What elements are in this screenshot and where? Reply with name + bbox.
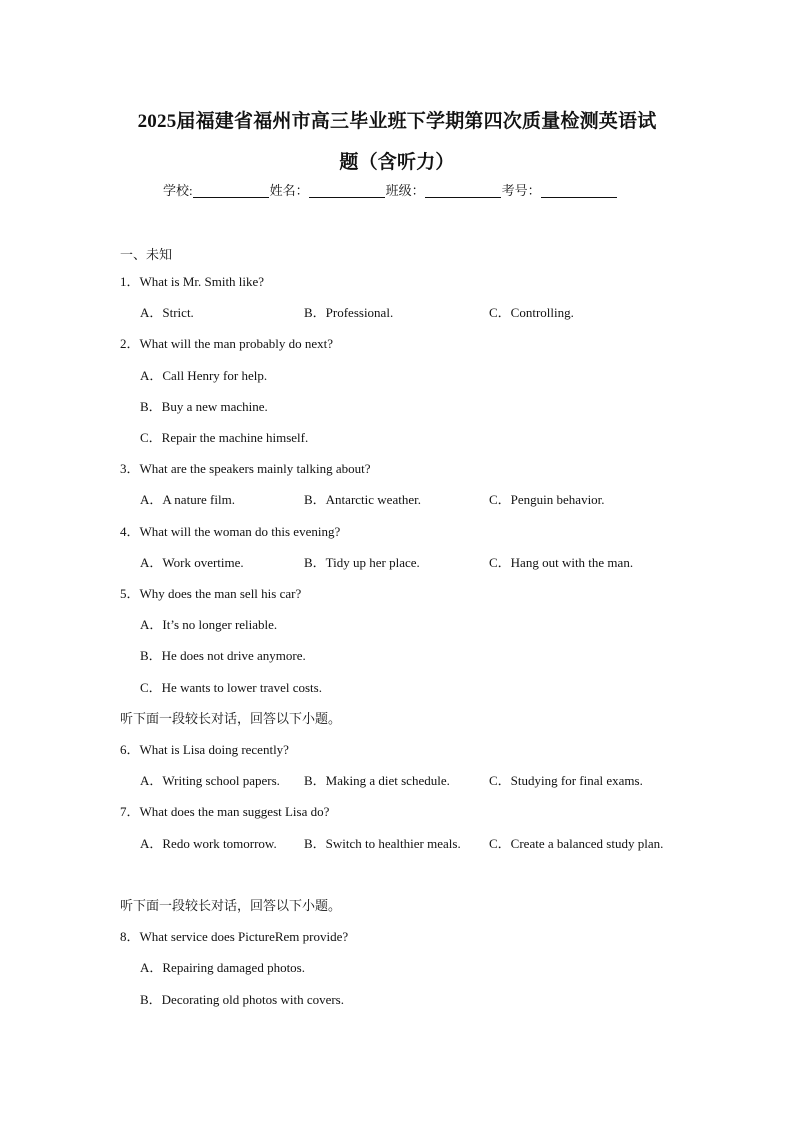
option-a[interactable]: A．A nature film.: [140, 492, 235, 507]
option-c[interactable]: C．Penguin behavior.: [489, 492, 605, 507]
option-c[interactable]: C．Studying for final exams.: [489, 773, 643, 788]
option-b[interactable]: B．Antarctic weather.: [304, 492, 421, 507]
option-b[interactable]: B．Switch to healthier meals.: [304, 836, 461, 851]
question-stem: 3．What are the speakers mainly talking about?: [120, 461, 371, 476]
name-label: 姓名：: [269, 183, 309, 198]
student-info-line: [163, 180, 618, 199]
class-blank[interactable]: [425, 183, 501, 198]
document-title-line2: 题（含听力）: [339, 152, 455, 173]
option-a[interactable]: A．Call Henry for help.: [140, 368, 268, 383]
option-a[interactable]: A．It’s no longer reliable.: [140, 617, 278, 632]
question-stem: 5．Why does the man sell his car?: [120, 586, 302, 601]
question-stem: 6．What is Lisa doing recently?: [120, 742, 289, 757]
option-a[interactable]: A．Strict.: [140, 305, 194, 320]
number-blank[interactable]: [541, 183, 617, 198]
question-stem: 1．What is Mr. Smith like?: [120, 274, 265, 289]
question-stem: 8．What service does PictureRem provide?: [120, 929, 349, 944]
question-stem: 2．What will the man probably do next?: [120, 336, 334, 351]
option-c[interactable]: C．Repair the machine himself.: [140, 430, 309, 445]
option-b[interactable]: B．Decorating old photos with covers.: [140, 992, 344, 1007]
section-heading: 一、未知: [120, 247, 173, 262]
option-a[interactable]: A．Redo work tomorrow.: [140, 836, 277, 851]
number-label: 考号：: [501, 183, 541, 198]
option-b[interactable]: B．He does not drive anymore.: [140, 648, 306, 663]
listening-instruction: 听下面一段较长对话，回答以下小题。: [120, 711, 342, 726]
option-a[interactable]: A．Repairing damaged photos.: [140, 960, 305, 975]
option-b[interactable]: B．Professional.: [304, 305, 394, 320]
document-title-line1: 2025届福建省福州市高三毕业班下学期第四次质量检测英语试: [137, 111, 657, 132]
question-stem: 7．What does the man suggest Lisa do?: [120, 804, 330, 819]
option-c[interactable]: C．He wants to lower travel costs.: [140, 680, 322, 695]
option-b[interactable]: B．Tidy up her place.: [304, 555, 420, 570]
school-label: 学校:: [163, 183, 193, 198]
option-b[interactable]: B．Making a diet schedule.: [304, 773, 450, 788]
option-c[interactable]: C．Controlling.: [489, 305, 574, 320]
school-blank[interactable]: [193, 183, 269, 198]
listening-instruction: 听下面一段较长对话，回答以下小题。: [120, 898, 342, 913]
option-c[interactable]: C．Create a balanced study plan.: [489, 836, 664, 851]
option-b[interactable]: B．Buy a new machine.: [140, 399, 268, 414]
option-a[interactable]: A．Work overtime.: [140, 555, 244, 570]
option-c[interactable]: C．Hang out with the man.: [489, 555, 634, 570]
option-a[interactable]: A．Writing school papers.: [140, 773, 280, 788]
question-stem: 4．What will the woman do this evening?: [120, 524, 341, 539]
name-blank[interactable]: [309, 183, 385, 198]
class-label: 班级：: [385, 183, 425, 198]
